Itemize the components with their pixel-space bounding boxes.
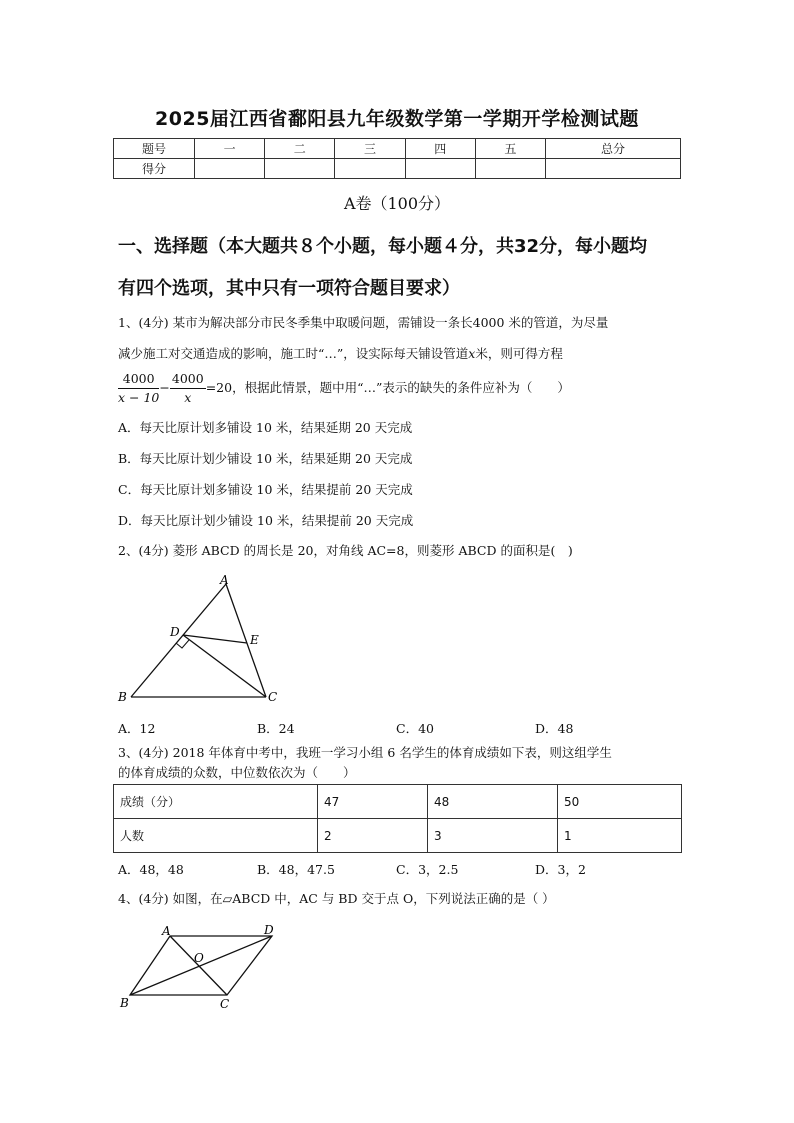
q1-option-c[interactable]: C．每天比原计划多铺设 10 米，结果提前 20 天完成 bbox=[118, 482, 413, 497]
side-ab bbox=[131, 584, 226, 697]
vertex-label-c: C bbox=[220, 997, 230, 1011]
table-cell: 人数 bbox=[114, 819, 318, 853]
q2-option-a[interactable]: A．12 bbox=[118, 721, 156, 736]
fraction-denominator: x − 10 bbox=[118, 390, 160, 405]
vertex-label-c: C bbox=[268, 690, 278, 704]
table-cell: 三 bbox=[335, 139, 405, 159]
section-a-heading: A卷（100分） bbox=[343, 194, 451, 213]
q2-option-b[interactable]: B．24 bbox=[257, 721, 295, 736]
q1-variable: x bbox=[468, 346, 476, 361]
table-cell: 四 bbox=[405, 139, 475, 159]
q1-option-b[interactable]: B．每天比原计划少铺设 10 米，结果延期 20 天完成 bbox=[118, 451, 413, 466]
table-row bbox=[114, 159, 681, 179]
vertex-label-d: D bbox=[264, 923, 274, 937]
q2-triangle-figure bbox=[112, 572, 292, 707]
score-field[interactable] bbox=[546, 159, 681, 179]
vertex-label-d: D bbox=[170, 625, 180, 639]
q1-equation-tail: =20，根据此情景，题中用“…”表示的缺失的条件应补为（ ） bbox=[205, 380, 570, 395]
q1-option-d[interactable]: D．每天比原计划少铺设 10 米，结果提前 20 天完成 bbox=[118, 513, 414, 528]
table-cell: 48 bbox=[428, 785, 558, 819]
section-heading-line2: 有四个选项，其中只有一项符合题目要求） bbox=[118, 278, 460, 299]
center-label-o: O bbox=[194, 951, 204, 965]
q1-equation-line bbox=[118, 369, 683, 407]
score-field[interactable] bbox=[335, 159, 405, 179]
table-cell: 得分 bbox=[114, 159, 195, 179]
q3-option-c[interactable]: C．3，2.5 bbox=[396, 862, 459, 877]
vertex-label-e: E bbox=[250, 633, 259, 647]
score-field[interactable] bbox=[475, 159, 545, 179]
q2-text: 2、(4分) 菱形 ABCD 的周长是 20，对角线 AC=8，则菱形 ABCD 的面积是( ) bbox=[118, 543, 573, 558]
q1-text-part: 减少施工对交通造成的影响，施工时“…”，设实际每天铺设管道 bbox=[118, 346, 469, 361]
q3-text-line2: 的体育成绩的众数，中位数依次为（ ） bbox=[118, 765, 356, 780]
table-cell: 47 bbox=[318, 785, 428, 819]
diagonal-ac bbox=[170, 936, 227, 995]
q2-option-d[interactable]: D．48 bbox=[535, 721, 574, 736]
q2-option-c[interactable]: C．40 bbox=[396, 721, 434, 736]
q4-text: 4、(4分) 如图，在▱ABCD 中，AC 与 BD 交于点 O，下列说法正确的是（ ） bbox=[118, 891, 555, 906]
table-cell: 3 bbox=[428, 819, 558, 853]
table-row bbox=[114, 785, 682, 819]
fraction-numerator: 4000 bbox=[170, 370, 206, 389]
score-field[interactable] bbox=[265, 159, 335, 179]
q3-option-a[interactable]: A．48，48 bbox=[118, 862, 184, 877]
table-cell: 成绩（分） bbox=[114, 785, 318, 819]
vertex-label-a: A bbox=[162, 924, 171, 938]
diagonal-bd bbox=[130, 936, 272, 995]
minus-sign: − bbox=[159, 380, 170, 395]
table-cell: 二 bbox=[265, 139, 335, 159]
fraction bbox=[118, 370, 159, 407]
vertex-label-b: B bbox=[118, 690, 127, 704]
table-cell: 一 bbox=[195, 139, 265, 159]
table-row bbox=[114, 819, 682, 853]
q1-text-line2 bbox=[118, 344, 683, 364]
score-table bbox=[113, 138, 681, 179]
vertex-label-b: B bbox=[120, 996, 129, 1010]
table-cell: 1 bbox=[558, 819, 682, 853]
table-cell: 五 bbox=[475, 139, 545, 159]
table-row bbox=[114, 139, 681, 159]
page-title: 2025届江西省鄱阳县九年级数学第一学期开学检测试题 bbox=[155, 108, 639, 130]
q3-grades-table bbox=[113, 784, 682, 853]
q1-text-line1: 1、(4分) 某市为解决部分市民冬季集中取暖问题，需铺设一条长4000 米的管道，为尽量 bbox=[118, 315, 609, 330]
table-cell: 总分 bbox=[546, 139, 681, 159]
section-heading-line1: 一、选择题（本大题共８个小题，每小题４分，共32分，每小题均 bbox=[118, 236, 648, 257]
q3-text-line1: 3、(4分) 2018 年体育中考中，我班一学习小组 6 名学生的体育成绩如下表，则这组学生 bbox=[118, 745, 612, 760]
fraction-denominator: x bbox=[184, 390, 192, 405]
fraction-numerator: 4000 bbox=[118, 370, 159, 389]
q3-option-d[interactable]: D．3，2 bbox=[535, 862, 586, 877]
table-cell: 题号 bbox=[114, 139, 195, 159]
table-cell: 50 bbox=[558, 785, 682, 819]
score-field[interactable] bbox=[405, 159, 475, 179]
q4-parallelogram-figure bbox=[112, 918, 292, 1013]
q3-option-b[interactable]: B．48，47.5 bbox=[257, 862, 335, 877]
q1-option-a[interactable]: A．每天比原计划多铺设 10 米，结果延期 20 天完成 bbox=[118, 420, 413, 435]
table-cell: 2 bbox=[318, 819, 428, 853]
vertex-label-a: A bbox=[220, 573, 229, 587]
fraction bbox=[170, 370, 206, 407]
q1-text-part: 米，则可得方程 bbox=[475, 346, 563, 361]
score-field[interactable] bbox=[195, 159, 265, 179]
